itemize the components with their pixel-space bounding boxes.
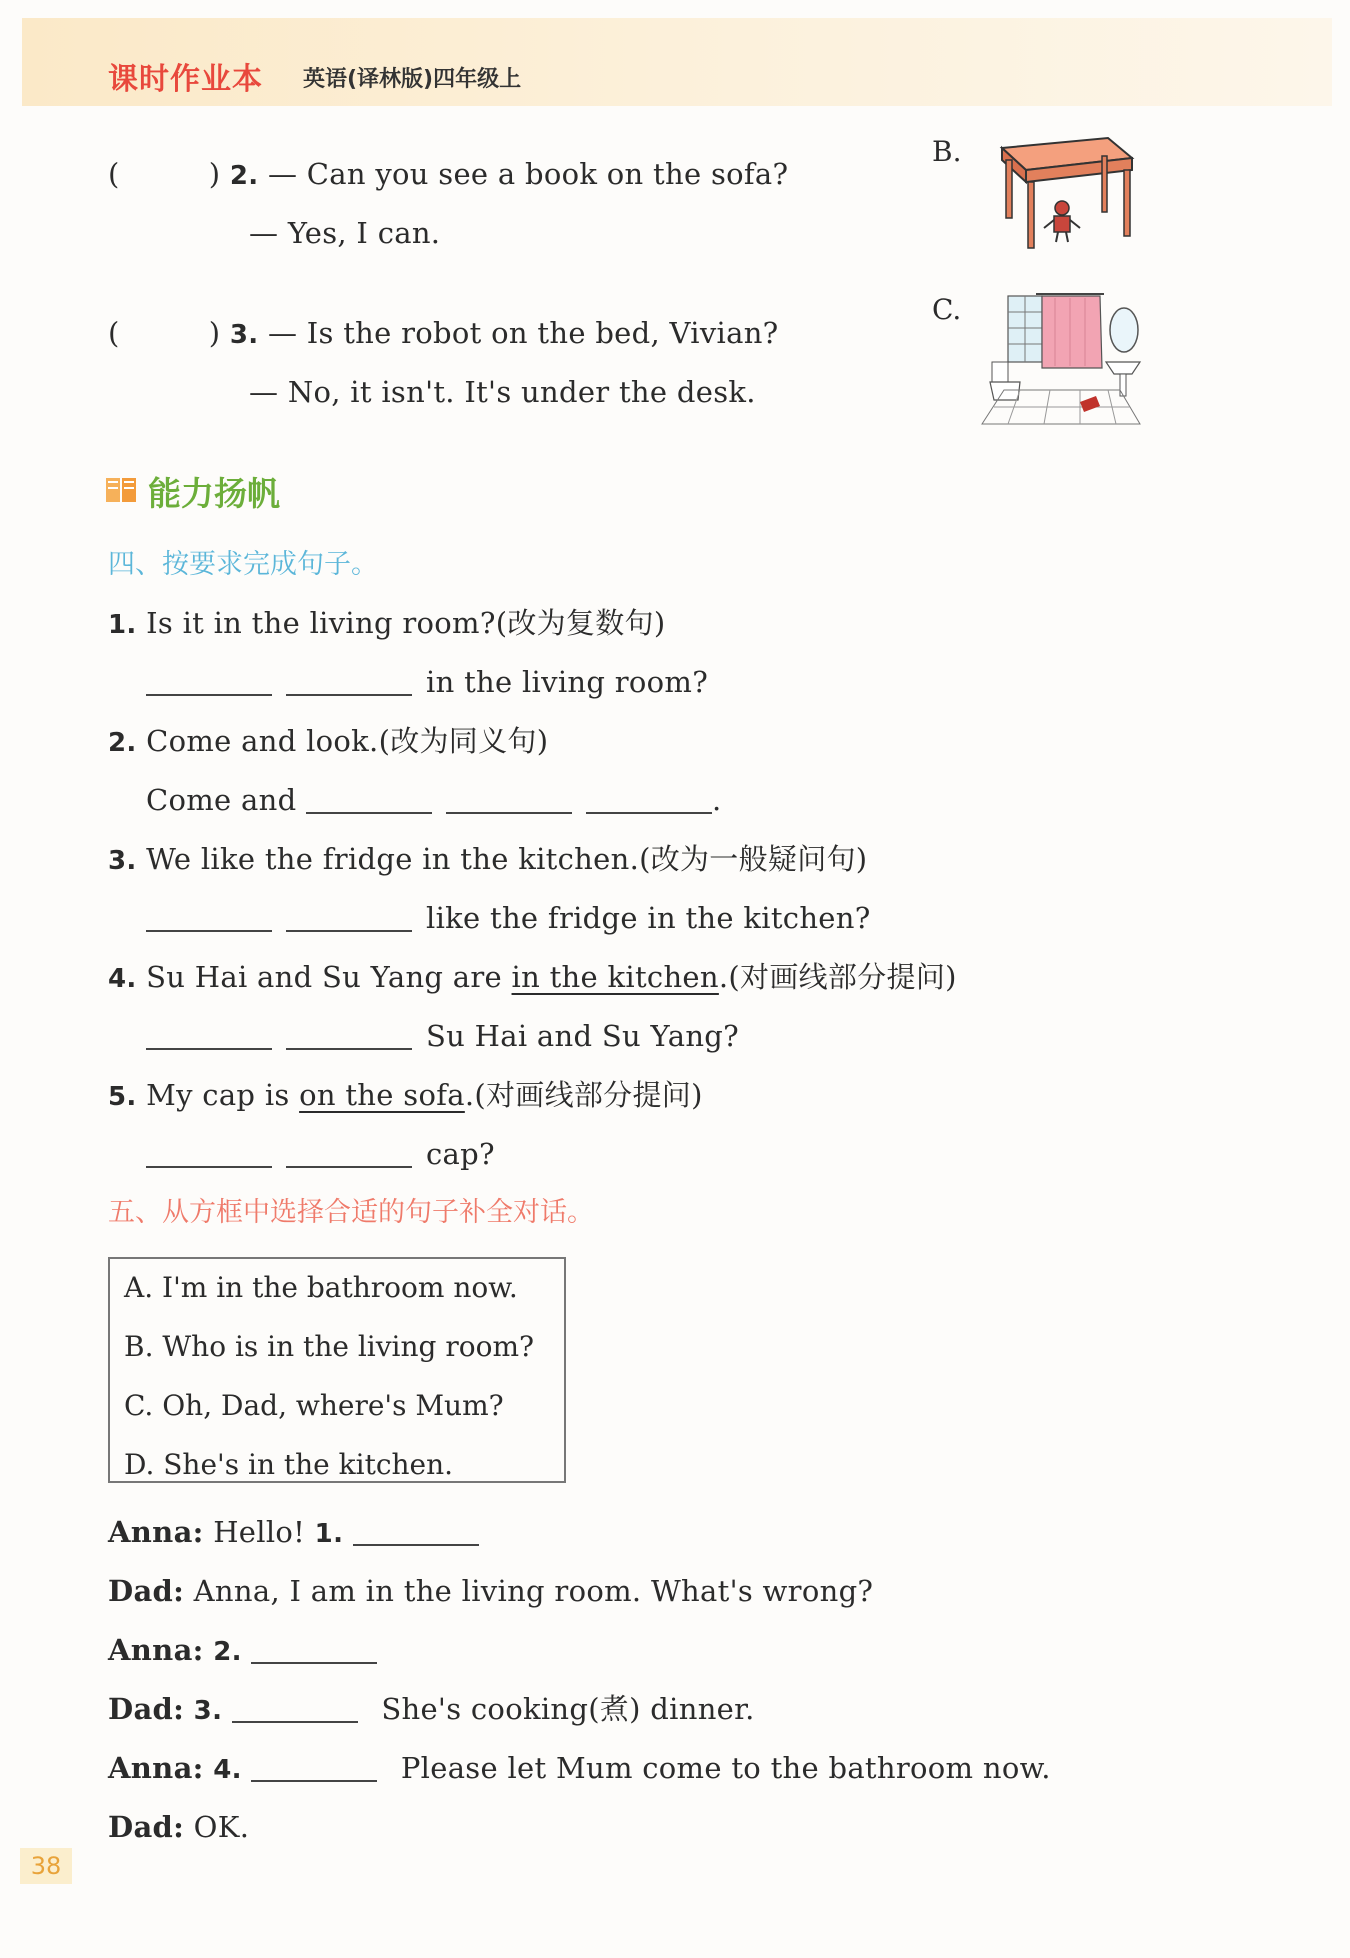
ability-heading: 能力扬帆: [148, 474, 280, 513]
question-number: 3.: [229, 320, 259, 350]
speaker-colon: :: [192, 1633, 204, 1667]
speaker-name: Anna: [108, 1633, 193, 1667]
item-number: 1.: [108, 610, 137, 640]
dialogue-text: She's cooking(煮) dinner.: [381, 1692, 755, 1726]
question-text: — Is the robot on the bed, Vivian?: [267, 316, 779, 350]
answer-tail: Su Hai and Su Yang?: [426, 1019, 740, 1053]
answer-blank[interactable]: [286, 694, 412, 696]
answer-tail: in the living room?: [426, 665, 709, 699]
s4-answer3: [146, 901, 871, 935]
dialogue-line-6: [108, 1810, 250, 1844]
blank-number: 4.: [213, 1755, 242, 1785]
answer-blank[interactable]: [146, 1048, 272, 1050]
answer-paren-close: ): [208, 316, 221, 350]
item-text-end: .: [464, 1078, 475, 1112]
picture-b-label: B.: [932, 135, 962, 168]
dialogue-line-1: [108, 1515, 493, 1549]
underlined-text: in the kitchen: [511, 960, 719, 994]
s4-item2: [108, 724, 549, 758]
answer-paren-open: (: [108, 316, 120, 350]
speaker-colon: :: [173, 1692, 185, 1726]
item-hint: (对画线部分提问): [474, 1078, 703, 1112]
s4-item4: [108, 960, 957, 994]
answer-paren-open: (: [108, 157, 120, 191]
answer-blank[interactable]: [146, 930, 272, 932]
speaker-name: Anna: [108, 1515, 193, 1549]
item-number: 4.: [108, 964, 137, 994]
question-text: — Can you see a book on the sofa?: [267, 157, 789, 191]
s4-answer1: [146, 665, 709, 699]
book-subtitle: 英语(译林版)四年级上: [303, 67, 522, 92]
item-hint: (改为同义句): [378, 724, 549, 758]
options-box: [108, 1257, 566, 1483]
dialogue-text: Hello!: [213, 1515, 306, 1549]
q2-line1: [108, 157, 789, 191]
answer-blank[interactable]: [286, 1048, 412, 1050]
answer-blank[interactable]: [251, 1662, 377, 1664]
blank-number: 2.: [213, 1637, 242, 1667]
item-number: 2.: [108, 728, 137, 758]
speaker-name: Dad: [108, 1810, 174, 1844]
option-a: A. I'm in the bathroom now.: [124, 1271, 518, 1304]
section4-heading: 四、按要求完成句子。: [108, 549, 378, 580]
item-text-end: .: [718, 960, 729, 994]
speaker-colon: :: [192, 1751, 204, 1785]
answer-blank[interactable]: [286, 1166, 412, 1168]
book-title: 课时作业本: [108, 62, 263, 97]
s4-answer5: [146, 1137, 495, 1171]
question-number: 2.: [229, 161, 259, 191]
item-text: Is it in the living room?: [146, 606, 496, 640]
answer-blank[interactable]: [446, 812, 572, 814]
answer-tail: cap?: [426, 1137, 495, 1171]
underlined-text: on the sofa: [299, 1078, 465, 1112]
picture-c-label: C.: [932, 293, 962, 326]
page-number: 38: [20, 1848, 72, 1884]
item-hint: (改为一般疑问句): [639, 842, 868, 876]
answer-head: Come and: [146, 783, 297, 817]
option-c: C. Oh, Dad, where's Mum?: [124, 1389, 504, 1422]
q2-line2: — Yes, I can.: [249, 216, 441, 250]
dialogue-text: OK.: [193, 1810, 250, 1844]
option-b: B. Who is in the living room?: [124, 1330, 535, 1363]
option-d: D. She's in the kitchen.: [124, 1448, 454, 1481]
table-with-robot-icon: [990, 130, 1140, 255]
answer-blank[interactable]: [286, 930, 412, 932]
speaker-name: Dad: [108, 1692, 174, 1726]
answer-tail: .: [712, 783, 722, 817]
s4-answer2: [146, 783, 722, 817]
speaker-name: Anna: [108, 1751, 193, 1785]
blank-number: 1.: [314, 1519, 344, 1549]
dialogue-line-2: [108, 1574, 874, 1608]
s4-item1: [108, 606, 666, 640]
item-text: My cap is: [146, 1078, 300, 1112]
speaker-name: Dad: [108, 1574, 174, 1608]
item-number: 3.: [108, 846, 137, 876]
answer-blank[interactable]: [232, 1721, 358, 1723]
item-hint: (改为复数句): [495, 606, 666, 640]
answer-blank[interactable]: [146, 694, 272, 696]
answer-paren-close: ): [208, 157, 221, 191]
q3-line1: [108, 316, 779, 350]
answer-blank[interactable]: [306, 812, 432, 814]
item-text: Su Hai and Su Yang are: [146, 960, 512, 994]
s4-answer4: [146, 1019, 740, 1053]
item-hint: (对画线部分提问): [728, 960, 957, 994]
blank-number: 3.: [193, 1696, 223, 1726]
item-text: Come and look.: [146, 724, 379, 758]
bathroom-icon: [980, 290, 1145, 430]
s4-item3: [108, 842, 868, 876]
answer-blank[interactable]: [251, 1780, 377, 1782]
section5-heading: 五、从方框中选择合适的句子补全对话。: [108, 1197, 594, 1228]
book-icon: [104, 472, 138, 506]
speaker-colon: :: [173, 1810, 185, 1844]
item-number: 5.: [108, 1082, 137, 1112]
s4-item5: [108, 1078, 703, 1112]
speaker-colon: :: [173, 1574, 185, 1608]
q3-line2: — No, it isn't. It's under the desk.: [249, 375, 756, 409]
dialogue-text: Anna, I am in the living room. What's wrong?: [193, 1574, 874, 1608]
dialogue-text: Please let Mum come to the bathroom now.: [400, 1751, 1051, 1785]
dialogue-line-5: [108, 1751, 1051, 1785]
dialogue-line-4: [108, 1692, 755, 1726]
answer-blank[interactable]: [353, 1544, 479, 1546]
answer-blank[interactable]: [586, 812, 712, 814]
answer-blank[interactable]: [146, 1166, 272, 1168]
speaker-colon: :: [192, 1515, 204, 1549]
dialogue-line-3: [108, 1633, 391, 1667]
answer-tail: like the fridge in the kitchen?: [426, 901, 871, 935]
item-text: We like the fridge in the kitchen.: [146, 842, 640, 876]
